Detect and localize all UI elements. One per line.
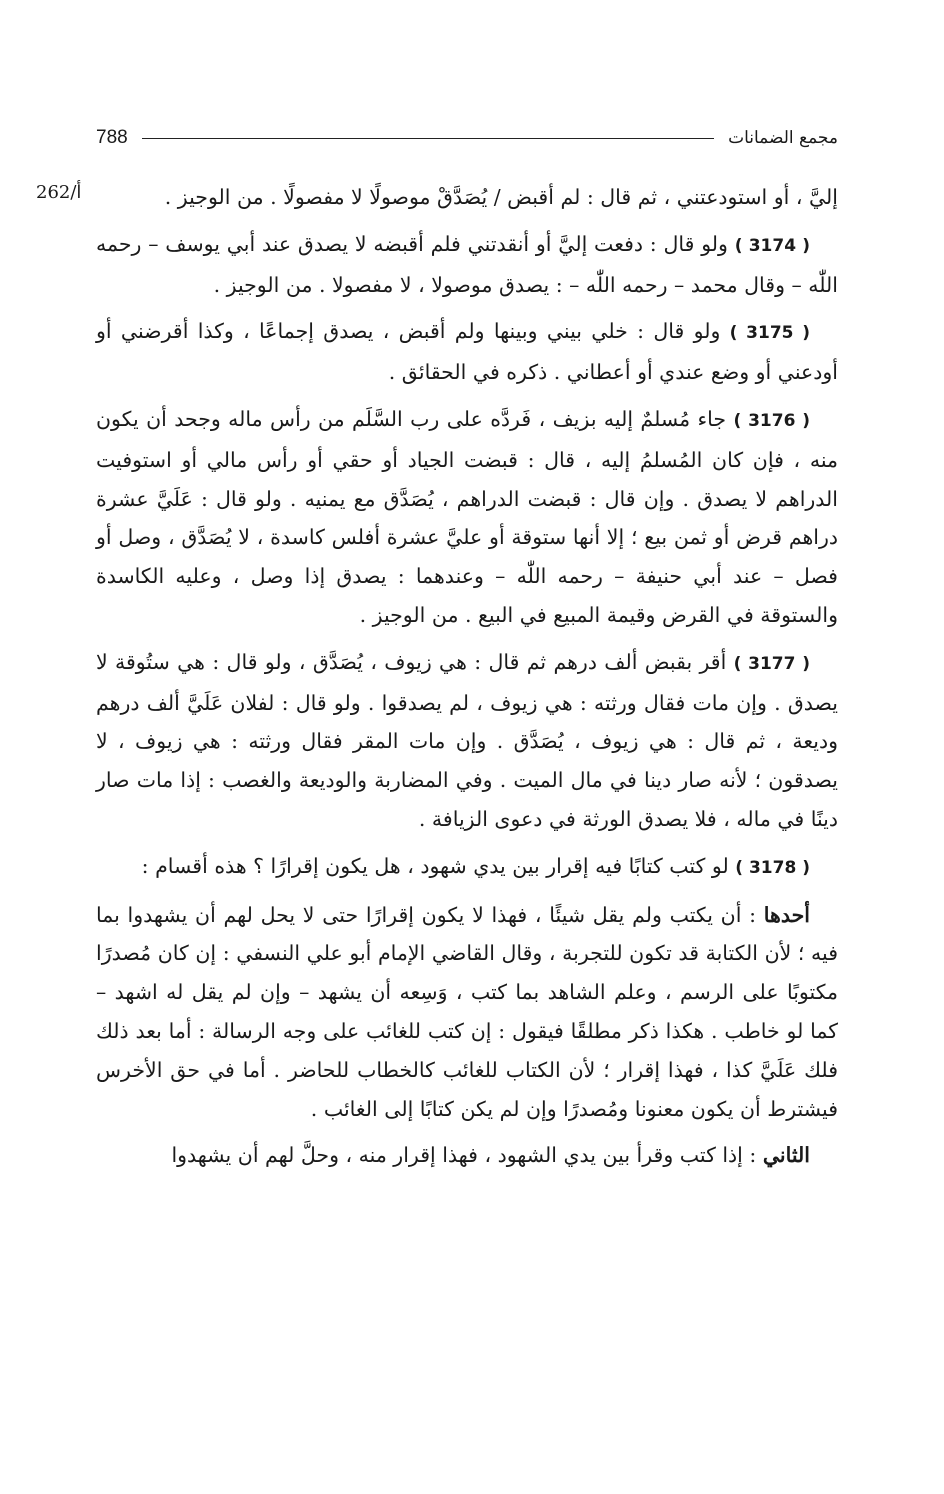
header-rule [142,138,714,139]
paragraph-second-case [96,1136,838,1175]
page-number: 788 [96,127,128,148]
paragraph-number: ( 3175 ) [729,323,810,344]
paragraph-number: ( 3177 ) [733,653,810,674]
page-body [96,178,838,1175]
paragraph-3177 [96,643,838,839]
margin-folio-note: 262/أ [36,182,82,203]
paragraph-text: ولو قال : دفعت إليَّ أو أنقدتني فلم أقبضه لا يصدق عند أبي يوسف – رحمه اللّٰه – وقال محمد – رحمه اللّٰه – : يصدق موصولا ، لا مفصولا . من الوجيز . [96,231,838,297]
paragraph-number: ( 3176 ) [733,410,810,431]
running-header [96,118,838,158]
paragraph-text: ولو قال : خلي بيني وبينها ولم أقبض ، يصدق إجماعًا ، وكذا أقرضني أو أودعني أو وضع عندي أو أعطاني . ذكره في الحقائق . [96,319,838,385]
paragraph-text: إليَّ ، أو استودعتني ، ثم قال : لم أقبض / يُصَدَّقْ موصولًا لا مفصولًا . من الوجيز . [164,185,838,209]
paragraph-text: : إذا كتب وقرأ بين يدي الشهود ، فهذا إقرار منه ، وحلَّ لهم أن يشهدوا [171,1143,757,1168]
paragraph-text: أقر بقبض ألف درهم ثم قال : هي زيوف ، يُصَدَّق ، ولو قال : هي ستُوقة لا يصدق . وإن مات فقال ورثته : هي زيوف ، لم يصدقوا . ولو قال : لفلان عَلَيَّ ألف درهم وديعة ، ثم قال : هي زيوف ، يُصَدَّق . وإن مات المقر فقال ورثته : هي زيوف ، لا يصدقون ؛ لأنه صار دينا في مال الميت . وفي المضاربة والوديعة والغصب : إذا مات صار دينًا في ماله ، فلا يصدق الورثة في دعوى الزيافة . [96,649,838,831]
paragraph-number: ( 3174 ) [734,235,810,256]
paragraph-text: جاء مُسلمٌ إليه بزيف ، فَردَّه على رب السَّلَم من رأس ماله وجحد أن يكون منه ، فإن كان المُسلمُ إليه ، قال : قبضت الجياد أو حقي أو رأس مالي أو استوفيت الدراهم لا يصدق . وإن قال : قبضت الدراهم ، يُصَدَّق مع يمنيه . ولو قال : عَلَيَّ عشرة دراهم قرض أو ثمن بيع ؛ إلا أنها ستوقة أو عليَّ عشرة أفلس كاسدة ، لا يُصَدَّق ، وصل أو فصل – عند أبي حنيفة – رحمه اللّٰه – وعندهما : يصدق إذا وصل ، وعليه الكاسدة والستوقة في القرض وقيمة المبيع في البيع . من الوجيز . [96,406,838,627]
paragraph-3176 [96,400,838,635]
paragraph-continuation [96,178,838,217]
paragraph-first-case [96,896,838,1129]
paragraph-number: ( 3178 ) [735,857,810,878]
book-title: مجمع الضمانات [728,128,838,148]
case-heading: أحدها [763,902,810,927]
paragraph-text: لو كتب كتابًا فيه إقرار بين يدي شهود ، هل يكون إقرارًا ؟ هذه أقسام : [141,853,729,878]
paragraph-3174 [96,225,838,305]
paragraph-text: : أن يكتب ولم يقل شيئًا ، فهذا لا يكون إقرارًا حتى لا يحل لهم أن يشهدوا بما فيه ؛ لأن الكتابة قد تكون للتجربة ، وقال القاضي الإمام أبو علي النسفي : إن كان مُصدرًا مكتوبًا على الرسم ، وعلم الشاهد بما كتب ، وَسِعه أن يشهد – وإن لم يقل له اشهد – كما لو خاطب . هكذا ذكر مطلقًا فيقول : إن كتب للغائب على وجه الرسالة : أما بعد ذلك فلك عَلَيَّ كذا ، فهذا إقرار ؛ لأن الكتاب للغائب كالخطاب للحاضر . أما في حق الأخرس فيشترط أن يكون معنونا ومُصدرًا وإن لم يكن كتابًا إلى الغائب . [96,902,838,1121]
paragraph-3178 [96,847,838,888]
case-heading: الثاني [762,1143,810,1168]
page [36,118,838,1183]
paragraph-3175 [96,312,838,392]
